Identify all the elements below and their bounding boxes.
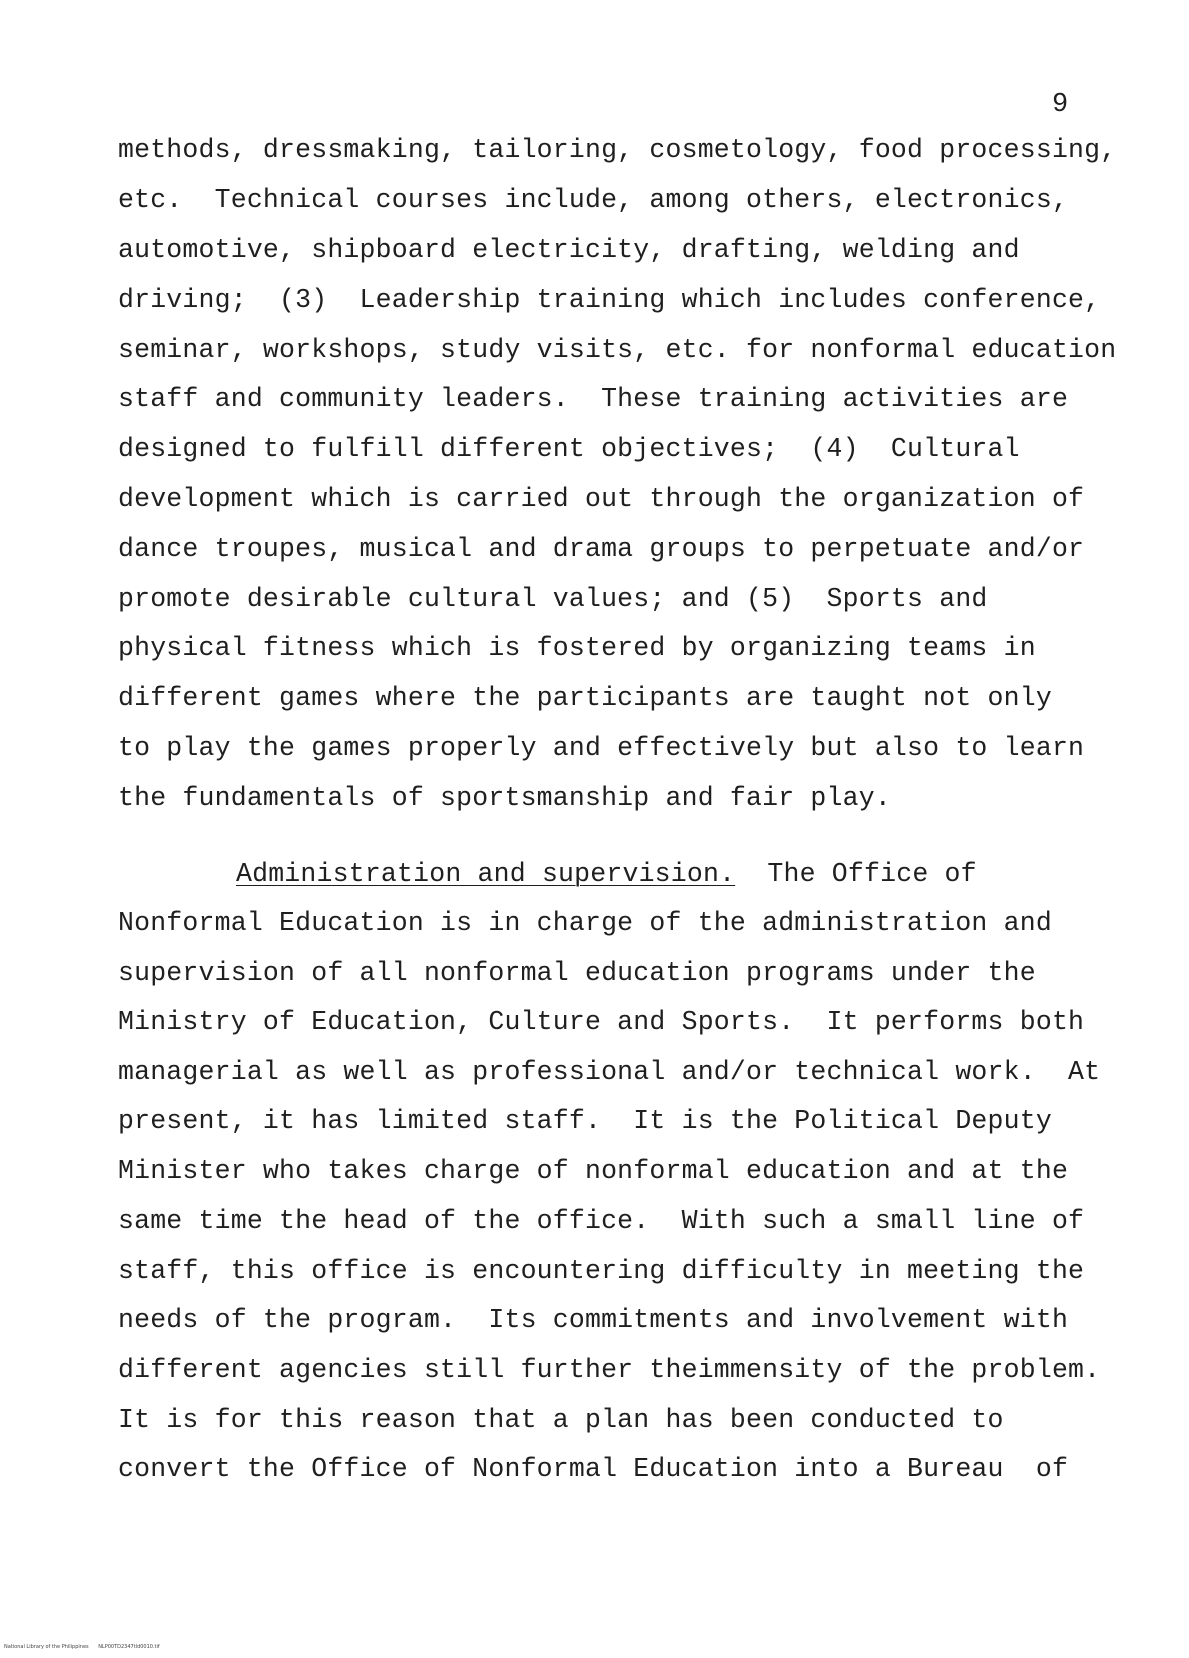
paragraph-2-first-line xyxy=(236,858,977,890)
paragraph-1-line: to play the games properly and effectively but also to learn xyxy=(118,733,1085,763)
scan-footer xyxy=(4,1644,160,1650)
paragraph-2-line: staff, this office is encountering difficulty in meeting the xyxy=(118,1256,1085,1286)
paragraph-1-line: the fundamentals of sportsmanship and fair play. xyxy=(118,783,891,813)
page-number: 9 xyxy=(1052,90,1069,120)
paragraph-1-line: staff and community leaders. These training activities are xyxy=(118,384,1069,414)
paragraph-1-line: designed to fulfill different objectives; (4) Cultural xyxy=(118,434,1020,464)
paragraph-1-line: automotive, shipboard electricity, drafting, welding and xyxy=(118,235,1020,265)
paragraph-1-line: promote desirable cultural values; and (5) Sports and xyxy=(118,584,988,614)
paragraph-2-line: managerial as well as professional and/or technical work. At xyxy=(118,1057,1101,1087)
paragraph-2-line: different agencies still further theimmensity of the problem. xyxy=(118,1355,1101,1385)
paragraph-2-line: Nonformal Education is in charge of the administration and xyxy=(118,908,1052,938)
paragraph-1-line: methods, dressmaking, tailoring, cosmetology, food processing, xyxy=(118,135,1117,165)
paragraph-1-line: etc. Technical courses include, among others, electronics, xyxy=(118,185,1069,215)
paragraph-2-line: present, it has limited staff. It is the Political Deputy xyxy=(118,1106,1052,1136)
footer-library: National Library of the Philippines xyxy=(4,1644,89,1650)
paragraph-1-line: different games where the participants are taught not only xyxy=(118,683,1052,713)
footer-file: NLP00TD2347tld0010.tif xyxy=(98,1644,160,1650)
paragraph-1-line: physical fitness which is fostered by organizing teams in xyxy=(118,633,1036,663)
paragraph-2-line: Minister who takes charge of nonformal education and at the xyxy=(118,1156,1069,1186)
paragraph-2-first-line-text: The Office of xyxy=(735,859,977,889)
paragraph-2-line: Ministry of Education, Culture and Sports. It performs both xyxy=(118,1007,1085,1037)
paragraph-2-line: It is for this reason that a plan has been conducted to xyxy=(118,1405,1004,1435)
paragraph-2-line: convert the Office of Nonformal Education into a Bureau of xyxy=(118,1454,1069,1484)
paragraph-1-line: dance troupes, musical and drama groups to perpetuate and/or xyxy=(118,534,1085,564)
paragraph-1-line: seminar, workshops, study visits, etc. for nonformal education xyxy=(118,335,1117,365)
paragraph-1-line: driving; (3) Leadership training which includes conference, xyxy=(118,285,1101,315)
paragraph-2-line: supervision of all nonformal education programs under the xyxy=(118,958,1036,988)
paragraph-1-line: development which is carried out through the organization of xyxy=(118,484,1085,514)
paragraph-2-line: same time the head of the office. With such a small line of xyxy=(118,1206,1085,1236)
section-heading: Administration and supervision. xyxy=(236,859,736,889)
paragraph-2-line: needs of the program. Its commitments and involvement with xyxy=(118,1305,1069,1335)
